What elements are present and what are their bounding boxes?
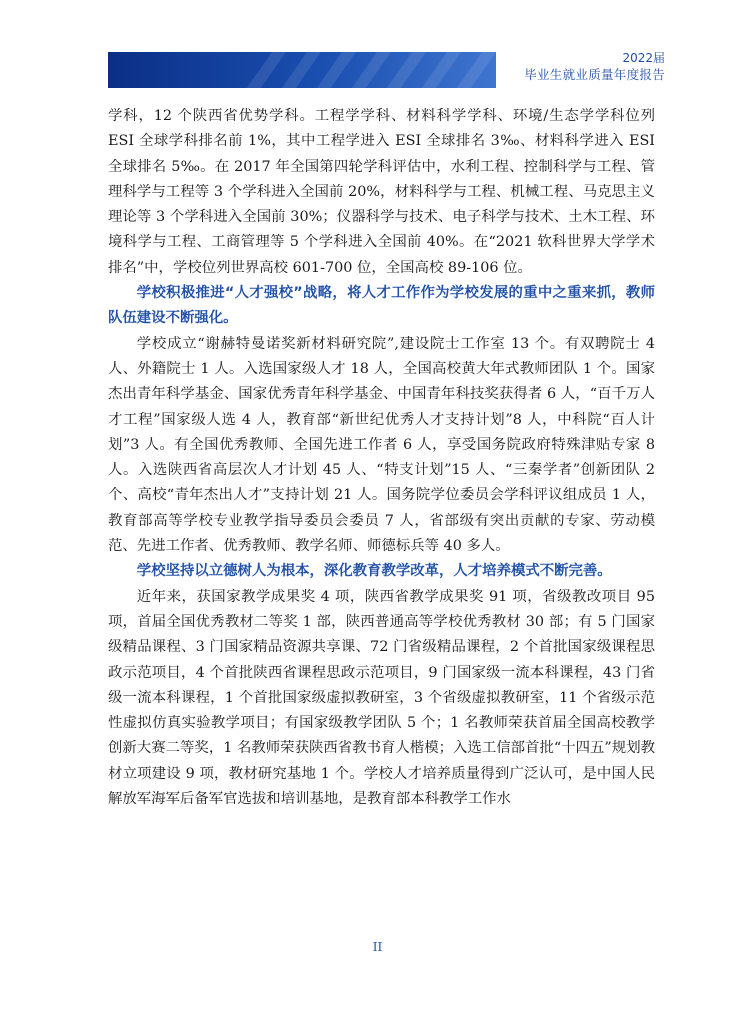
report-header — [524, 50, 665, 84]
header-band — [108, 52, 496, 88]
report-title: 毕业生就业质量年度报告 — [524, 67, 665, 82]
page-number: II — [372, 940, 383, 954]
section-heading: 学校坚持以立德树人为根本，深化教育教学改革，人才培养模式不断完善。 — [136, 563, 612, 580]
body-paragraph: 学科，12 个陕西省优势学科。工程学学科、材料科学学科、环境/生态学学科位列 ESI 全球学科排名前 1%，其中工程学进入 ESI 全球排名 3‰、材料科学进入 ESI 全球排名 5‰。在 2017 年全国第四轮学科评估中，水利工程、控制科学与工程、管理科学与工程等 3 个学科进入全国前 20%，材料科学与工程、机械工程、马克思主义理论等 3 个学科进入全国前 30%；仪器科学与技术、电子科学与技术、土木工程、环境科学与工程、工商管理等 5 个学科进入全国前 40%。在“2021 软科世界大学学术排名”中，学校位列世界高校 601-700 位，全国高校 89-106 位。 — [108, 108, 655, 276]
section-heading: 学校积极推进“人才强校”战略，将人才工作作为学校发展的重中之重来抓，教师队伍建设不断强化。 — [108, 285, 655, 327]
body-paragraph: 学校成立“谢赫特曼诺奖新材料研究院”,建设院士工作室 13 个。有双聘院士 4 人、外籍院士 1 人。入选国家级人才 18 人，全国高校黄大年式教师团队 1 个。国家杰出青年科学基金、国家优秀青年科学基金、中国青年科技奖获得者 6 人，“百千万人才工程”国家级人选 4 人，教育部“新世纪优秀人才支持计划”8 人，中科院“百人计划”3 人。有全国优秀教师、全国先进工作者 6 人，享受国务院政府特殊津贴专家 8 人。入选陕西省高层次人才计划 45 人、“特支计划”15 人、“三秦学者”创新团队 2 个、高校“青年杰出人才”支持计划 21 人。国务院学位委员会学科评议组成员 1 人，教育部高等学校专业教学指导委员会委员 7 人，省部级有突出贡献的专家、劳动模范、先进工作者、优秀教师、教学名师、师德标兵等 40 多人。 — [108, 335, 655, 555]
page-content — [108, 104, 655, 812]
report-year: 2022届 — [622, 51, 665, 65]
body-paragraph: 近年来，获国家教学成果奖 4 项，陕西省教学成果奖 91 项，省级教改项目 95 项，首届全国优秀教材二等奖 1 部，陕西普通高等学校优秀教材 30 部；有 5 门国家级精品课程、3 门国家精品资源共享课、72 门省级精品课程，2 个首批国家级课程思政示范项目，4 个首批陕西省课程思政示范项目，9 门国家级一流本科课程，43 门省级一流本科课程，1 个首批国家级虚拟教研室，3 个省级虚拟教研室，11 个省级示范性虚拟仿真实验教学项目；有国家级教学团队 5 个；1 名教师荣获首届全国高校教学创新大赛二等奖，1 名教师荣获陕西省教书育人楷模；入选工信部首批“十四五”规划教材立项建设 9 项，教材研究基地 1 个。学校人才培养质量得到广泛认可，是中国人民解放军海军后备军官选拔和培训基地，是教育部本科教学工作水 — [108, 588, 655, 808]
